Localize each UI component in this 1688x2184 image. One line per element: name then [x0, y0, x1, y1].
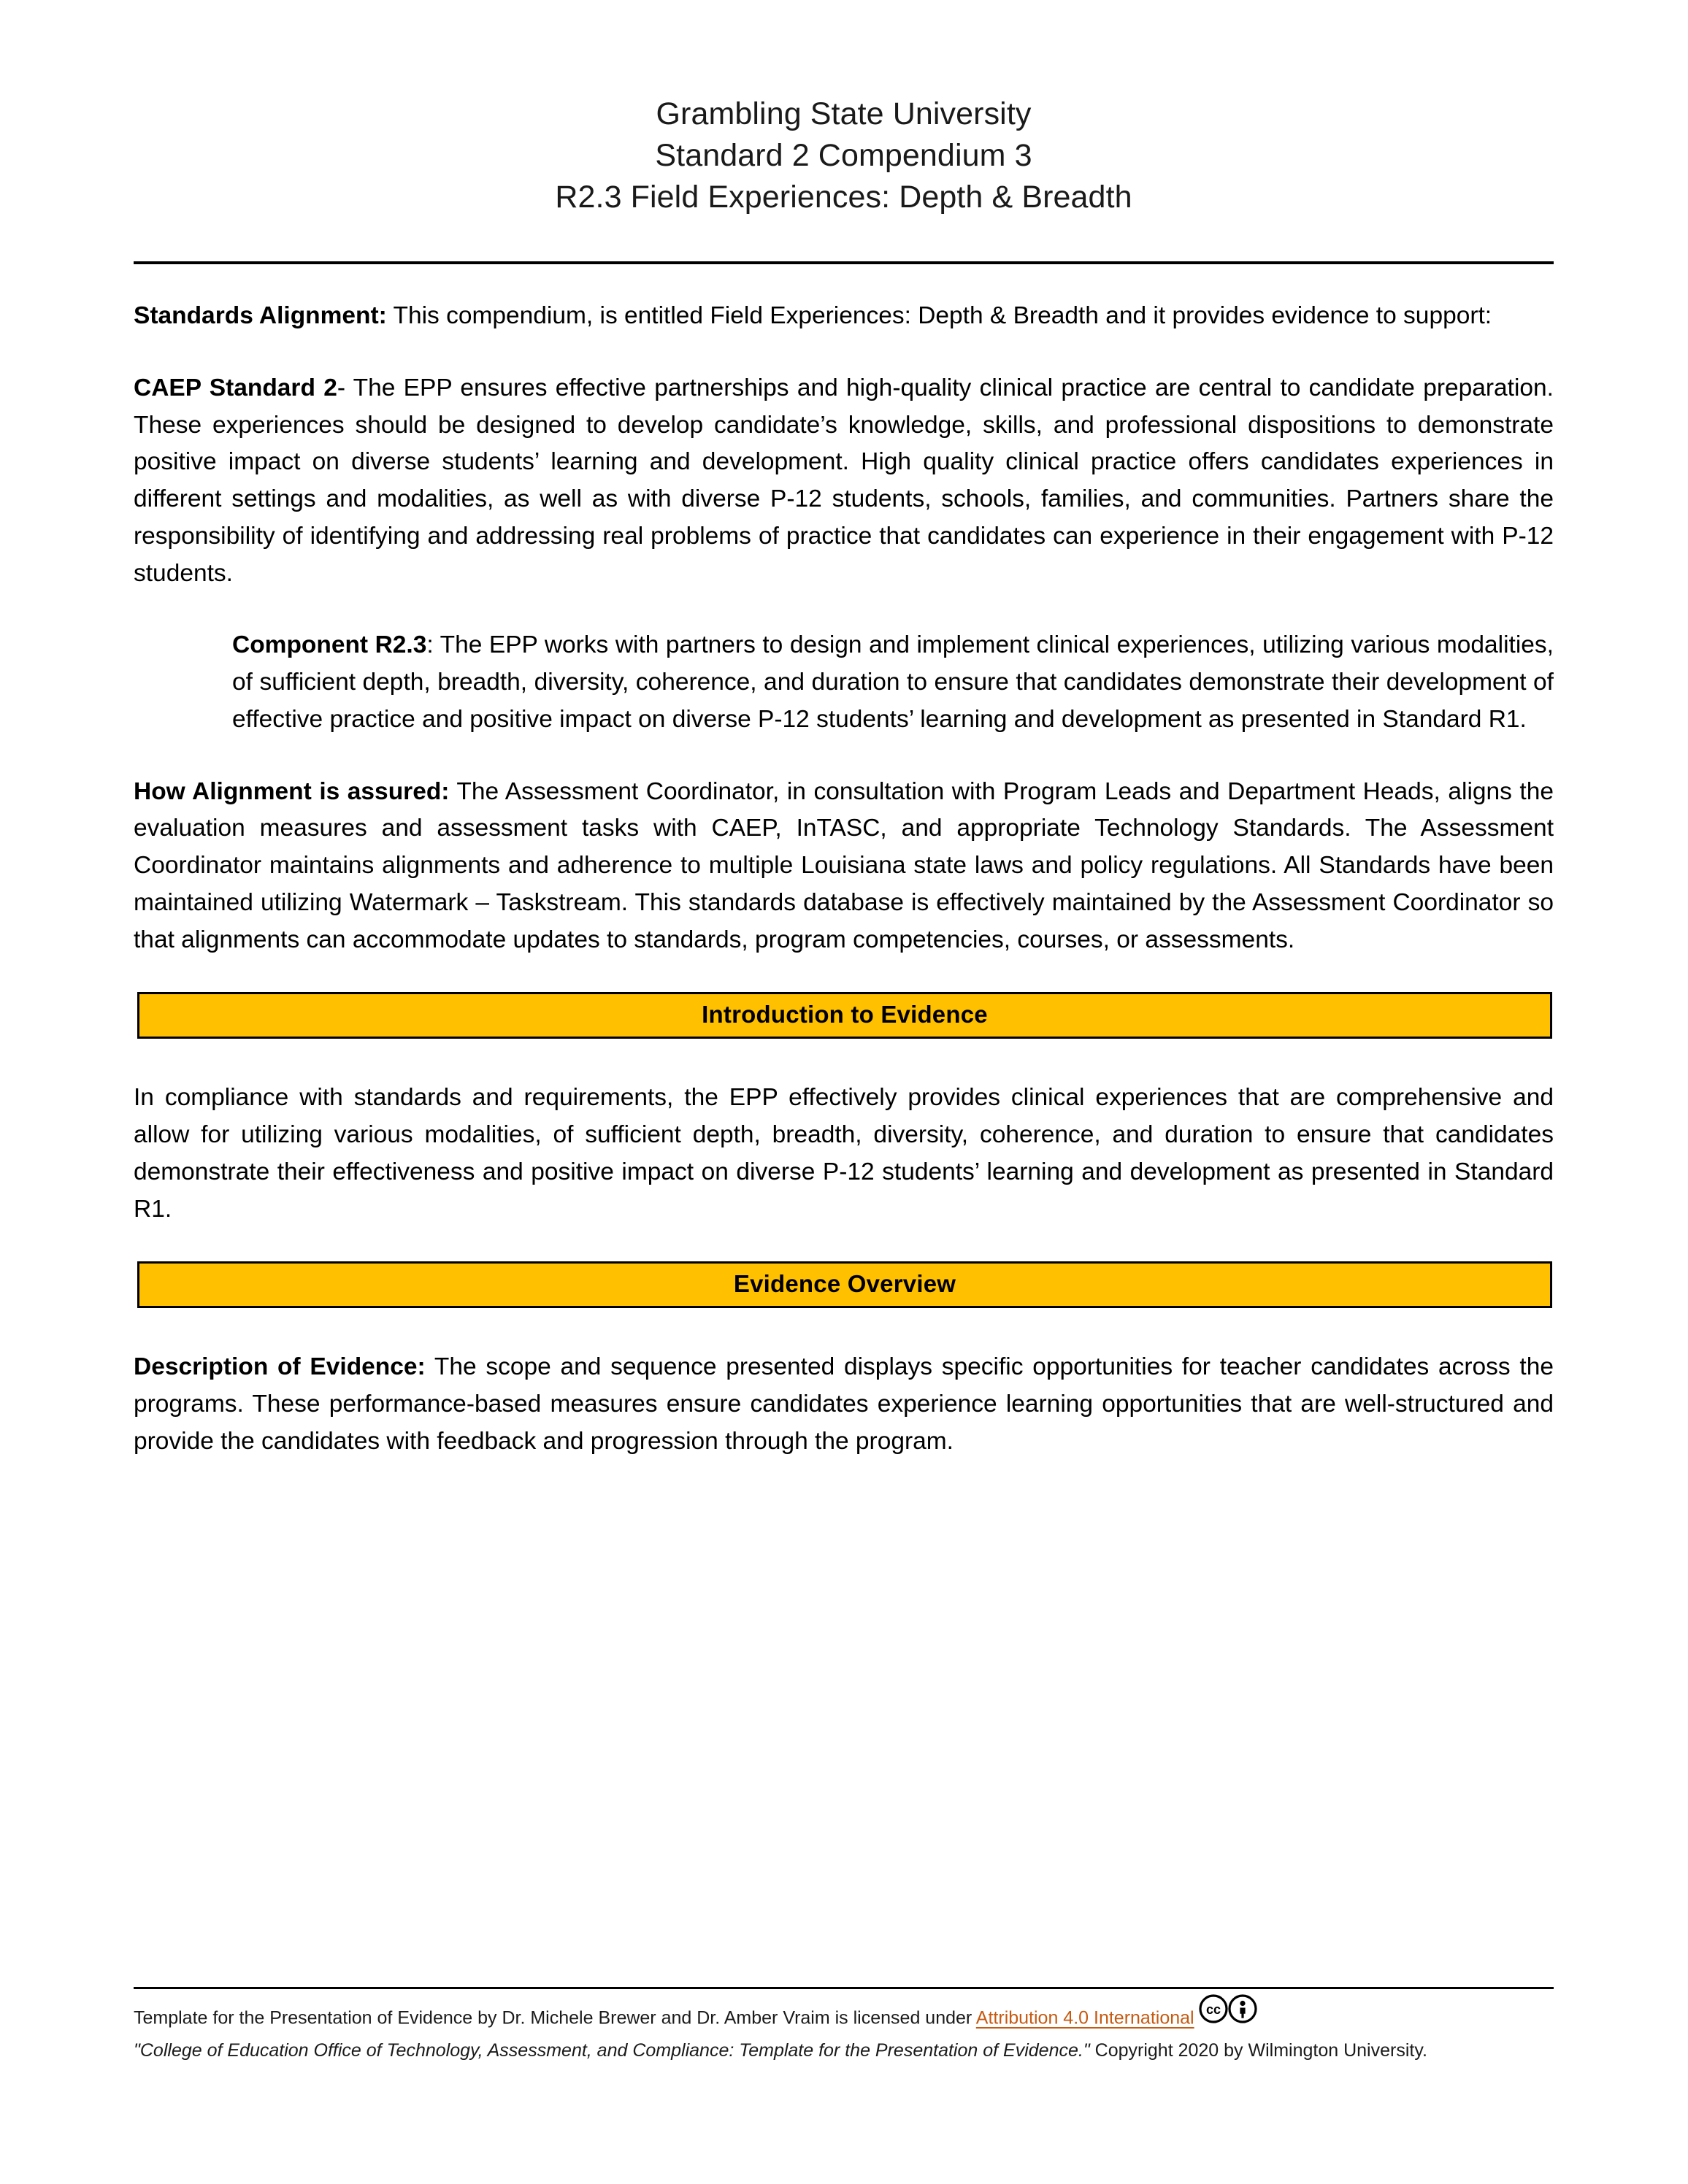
footer-divider	[134, 1987, 1554, 1989]
svg-text:cc: cc	[1205, 2002, 1221, 2017]
paragraph-caep-standard-2	[134, 370, 1554, 593]
caep-standard-text: - The EPP ensures effective partnerships and high-quality clinical practice are central to candidate preparation. These experiences should be designed to develop candidate’s knowledge, skills, and professional dispositions to demonstrate positive impact on diverse students’ learning and development. High quality clinical practice offers candidates experiences in different settings and modalities, as well as with diverse P-12 students, schools, families, and communities. Partners share the responsibility of identifying and addressing real problems of practice that candidates can experience in their engagement with P-12 students.	[134, 374, 1554, 587]
standards-alignment-label: Standards Alignment:	[134, 302, 387, 329]
caep-standard-label: CAEP Standard 2	[134, 374, 337, 401]
spacer-after-intro-banner	[134, 1039, 1554, 1080]
spacer-before-intro-banner	[134, 958, 1554, 992]
how-alignment-text: The Assessment Coordinator, in consultation with Program Leads and Department Heads, aligns the evaluation measures and assessment tasks with CAEP, InTASC, and appropriate Technology Standards. The Assessment Coordinator maintains alignments and adherence to multiple Louisiana state laws and policy regulations. All Standards have been maintained utilizing Watermark – Taskstream. This standards database is effectively maintained by the Assessment Coordinator so that alignments can accommodate updates to standards, program competencies, courses, or assessments.	[134, 777, 1554, 953]
page-title-line-1: Grambling State University	[656, 96, 1032, 131]
document-header	[134, 93, 1554, 218]
banner-evidence-overview: Evidence Overview	[137, 1261, 1552, 1308]
page-title-line-2: Standard 2 Compendium 3	[655, 137, 1032, 173]
document-footer	[134, 2004, 1565, 2064]
page-title-line-3: R2.3 Field Experiences: Depth & Breadth	[555, 179, 1132, 215]
paragraph-description-of-evidence	[134, 1349, 1554, 1460]
spacer-before-evidence-banner	[134, 1228, 1554, 1261]
document-body	[134, 298, 1554, 1461]
how-alignment-label: How Alignment is assured:	[134, 777, 450, 805]
attribution-license-link[interactable]: Attribution 4.0 International	[975, 2007, 1194, 2029]
component-text: : The EPP works with partners to design and implement clinical experiences, utilizing various modalities, of sufficient depth, breadth, diversity, coherence, and duration to ensure that candidates demonstrate their development of effective practice and positive impact on diverse P-12 students’ learning and development as presented in Standard R1.	[232, 631, 1554, 733]
description-of-evidence-text: The scope and sequence presented displays specific opportunities for teacher candidates across the programs. These performance-based measures ensure candidates experience learning opportunities that are well-structured and provide the candidates with feedback and progression through the program.	[134, 1353, 1554, 1455]
paragraph-how-alignment-is-assured	[134, 774, 1554, 959]
creative-commons-cc-icon	[1199, 1994, 1228, 2023]
footer-copyright-line	[134, 2038, 1565, 2064]
footer-license-line	[134, 2004, 1565, 2034]
header-divider	[134, 261, 1554, 264]
paragraph-component-r2-3	[232, 627, 1554, 738]
footer-copyright-italic: "College of Education Office of Technology, Assessment, and Compliance: Template for the Presentation of Evidence."	[134, 2040, 1090, 2061]
description-of-evidence-label: Description of Evidence:	[134, 1353, 426, 1381]
spacer-after-evidence-banner	[134, 1308, 1554, 1349]
banner-introduction-to-evidence: Introduction to Evidence	[137, 992, 1552, 1039]
paragraph-standards-alignment	[134, 298, 1554, 335]
component-label: Component R2.3	[232, 631, 427, 659]
creative-commons-badges	[1199, 1994, 1257, 2023]
creative-commons-by-icon	[1228, 1994, 1257, 2023]
footer-attribution-text: Template for the Presentation of Evidence by Dr. Michele Brewer and Dr. Amber Vraim is licensed under	[134, 2007, 976, 2029]
paragraph-introduction-to-evidence: In compliance with standards and requirements, the EPP effectively provides clinical experiences that are comprehensive and allow for utilizing various modalities, of sufficient depth, breadth, diversity, coherence, and duration to ensure that candidates demonstrate their effectiveness and positive impact on diverse P-12 students’ learning and development as presented in Standard R1.	[134, 1084, 1554, 1223]
standards-alignment-text: This compendium, is entitled Field Experiences: Depth & Breadth and it provides evidence to support:	[386, 302, 1492, 329]
footer-copyright-rest: Copyright 2020 by Wilmington University.	[1089, 2040, 1427, 2061]
